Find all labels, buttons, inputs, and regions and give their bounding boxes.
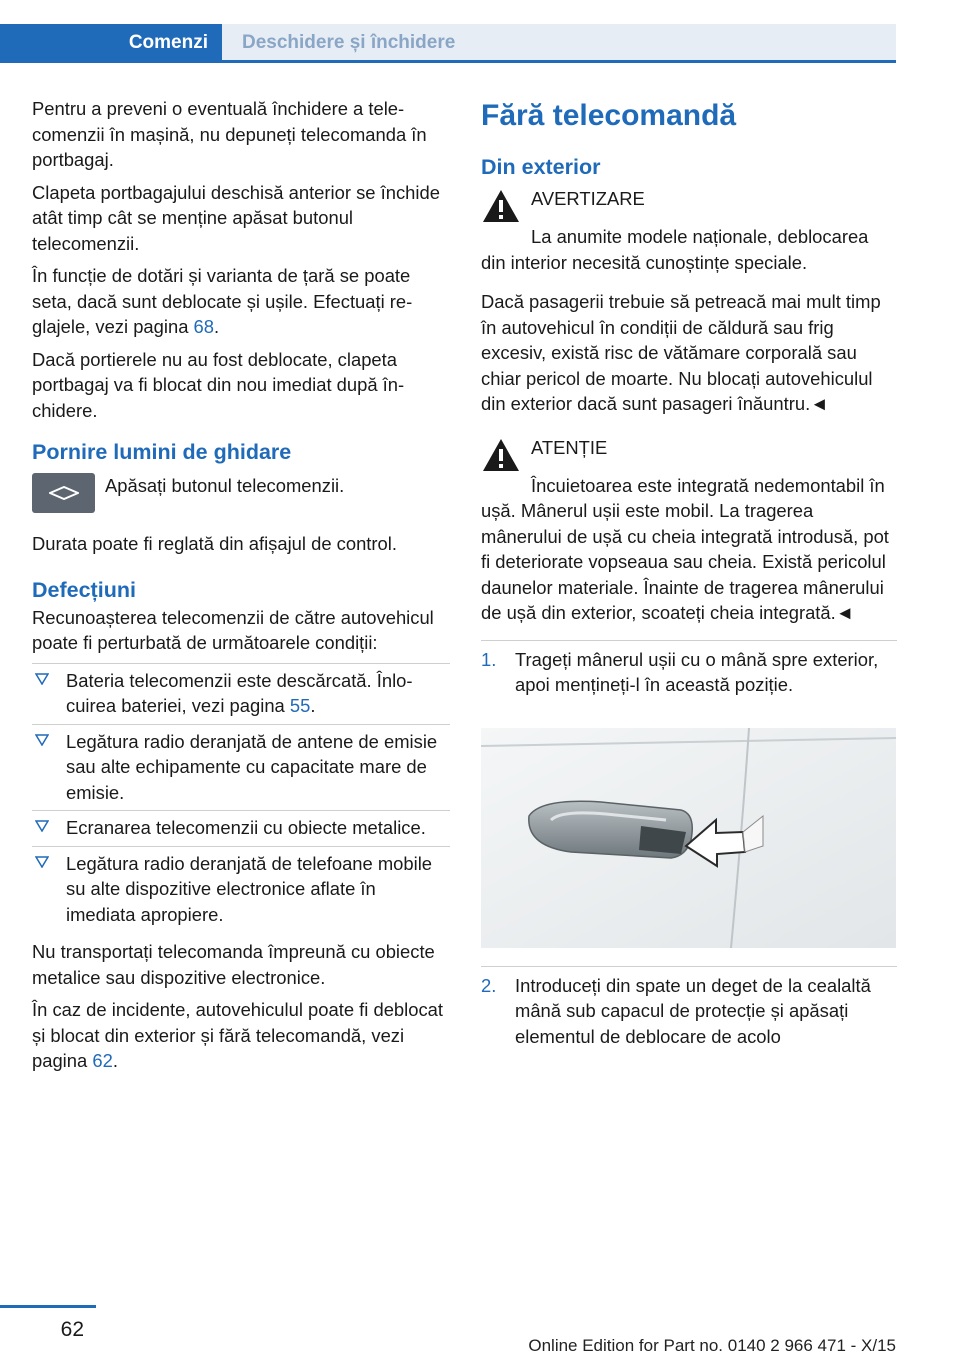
caution-block: [481, 435, 897, 626]
list-item: [32, 846, 450, 933]
paragraph: Nu transportați telecomanda împreună cu obiecte metalice sau dispozitive electronice.: [32, 941, 435, 988]
tab-comenzi[interactable]: Comenzi: [0, 24, 222, 62]
right-column: [481, 96, 897, 1057]
step-text: Introduceți din spate un deget de la cealaltă mână sub capacul de protecție și apăsați elementul de deblocare de acolo: [515, 974, 871, 1047]
step-list-2: [481, 966, 897, 1058]
heading-faults: Defecțiuni: [32, 577, 136, 602]
triangle-bullet-icon: [35, 734, 49, 746]
door-handle-photo: [481, 728, 896, 948]
paragraph: Dacă portierele nu au fost deblocate, clapeta portbagaj va fi blocat din nou imediat după închidere.: [32, 348, 405, 421]
triangle-bullet-icon: [35, 856, 49, 868]
paragraph: Dacă pasagerii trebuie să petreacă mai mult timp în autovehicul în condiții de căldură sau frig excesiv, există risc de vătămare corporală sau chiar pericol de moarte. Nu blocați autovehiculul din exterior dacă sunt pasageri înăuntru.◄: [481, 291, 881, 414]
tab-deschidere[interactable]: Deschidere și închidere: [222, 24, 896, 62]
text: Legătura radio deranjată de antene de emisie sau alte echipamente cu capacitate mare de emisie.: [66, 730, 438, 803]
paragraph: Durata poate fi reglată din afișajul de control.: [32, 533, 397, 554]
heading-guide-lights: Pornire lumini de ghidare: [32, 440, 292, 464]
key-instruction: [32, 473, 450, 513]
caution-body: Încuietoarea este integrată nedemontabil în ușă. Mânerul ușii este mobil. La tragerea mânerului de ușă cu cheia integrată introdusă, pot fi deteriorate vopseaua sau cheia. Există pericolul daunelor materiale. Înainte de tragerea mânerului de ușă din exterior, scoateți cheia integrată.◄: [481, 474, 889, 623]
text: În funcție de dotări și varianta de țară se poate seta, dacă sunt deblocate și ușile. Efectuați reglajele, vezi pagina: [32, 265, 413, 337]
text: În caz de incidente, autovehiculul poate fi deblocat și blocat din exterior și fără telecomandă, vezi pagina: [32, 999, 444, 1071]
footer-rule: [0, 1305, 96, 1308]
key-instruction-text: Apăsați butonul telecomenzii.: [105, 475, 345, 496]
warning-title: AVERTIZARE: [531, 188, 645, 209]
step-number: 2.: [481, 974, 497, 996]
warning-triangle-icon: [481, 188, 521, 224]
text: Bateria telecomenzii este descărcată. Înlocuirea bateriei, vezi pagina: [66, 669, 413, 716]
triangle-bullet-icon: [35, 673, 49, 685]
paragraph: [32, 263, 450, 340]
warning-triangle-icon: [481, 437, 521, 473]
heading-without-remote: Fără telecomandă: [481, 99, 737, 132]
warning-body: La anumite modele naționale, deblocarea din interior necesită cunoștințe speciale.: [481, 226, 869, 273]
text: .: [214, 316, 220, 337]
paragraph: Clapeta portbagajului deschisă anterior se închide atât timp cât se menține apăsat butonul telecomenzii.: [32, 181, 440, 254]
list-item: [32, 663, 450, 724]
page-header: [0, 0, 960, 64]
step-list: [481, 640, 897, 706]
triangle-bullet-icon: [35, 820, 49, 832]
page-link-62[interactable]: 62: [92, 1050, 113, 1071]
header-rule: [0, 60, 896, 63]
page-link-68[interactable]: 68: [193, 316, 215, 337]
text: Legătura radio deranjată de telefoane mobile su alte dispozitive electronice aflate în imediata apropiere.: [66, 852, 433, 925]
step-item: [481, 640, 897, 706]
paragraph: [32, 997, 450, 1074]
edition-text: Online Edition for Part no. 0140 2 966 471 - X/15: [528, 1336, 896, 1355]
list-item: [32, 724, 450, 811]
text: .: [112, 1050, 118, 1071]
list-item: [32, 810, 450, 846]
caution-title: ATENȚIE: [531, 436, 608, 458]
paragraph: Recunoașterea telecomenzii de către autovehicul poate fi perturbată de următoarele condiții:: [32, 606, 434, 653]
heading-from-outside: Din exterior: [481, 155, 601, 179]
page-number: 62: [60, 1318, 84, 1341]
page-link-55[interactable]: 55: [289, 695, 311, 716]
fault-list: [32, 663, 450, 933]
text: .: [310, 695, 316, 716]
step-number: 1.: [481, 648, 497, 670]
step-text: Trageți mânerul ușii cu o mână spre exterior, apoi mențineți-l în această poziție.: [515, 648, 879, 695]
remote-button-icon: [32, 473, 95, 513]
text: Ecranarea telecomenzii cu obiecte metalice.: [66, 817, 426, 838]
warning-block: [481, 186, 897, 275]
left-column: [32, 96, 450, 1081]
step-item: [481, 966, 897, 1058]
paragraph: Pentru a preveni o eventuală închidere a telecomenzii în mașină, nu depuneți telecomanda în portbagaj.: [32, 98, 427, 170]
